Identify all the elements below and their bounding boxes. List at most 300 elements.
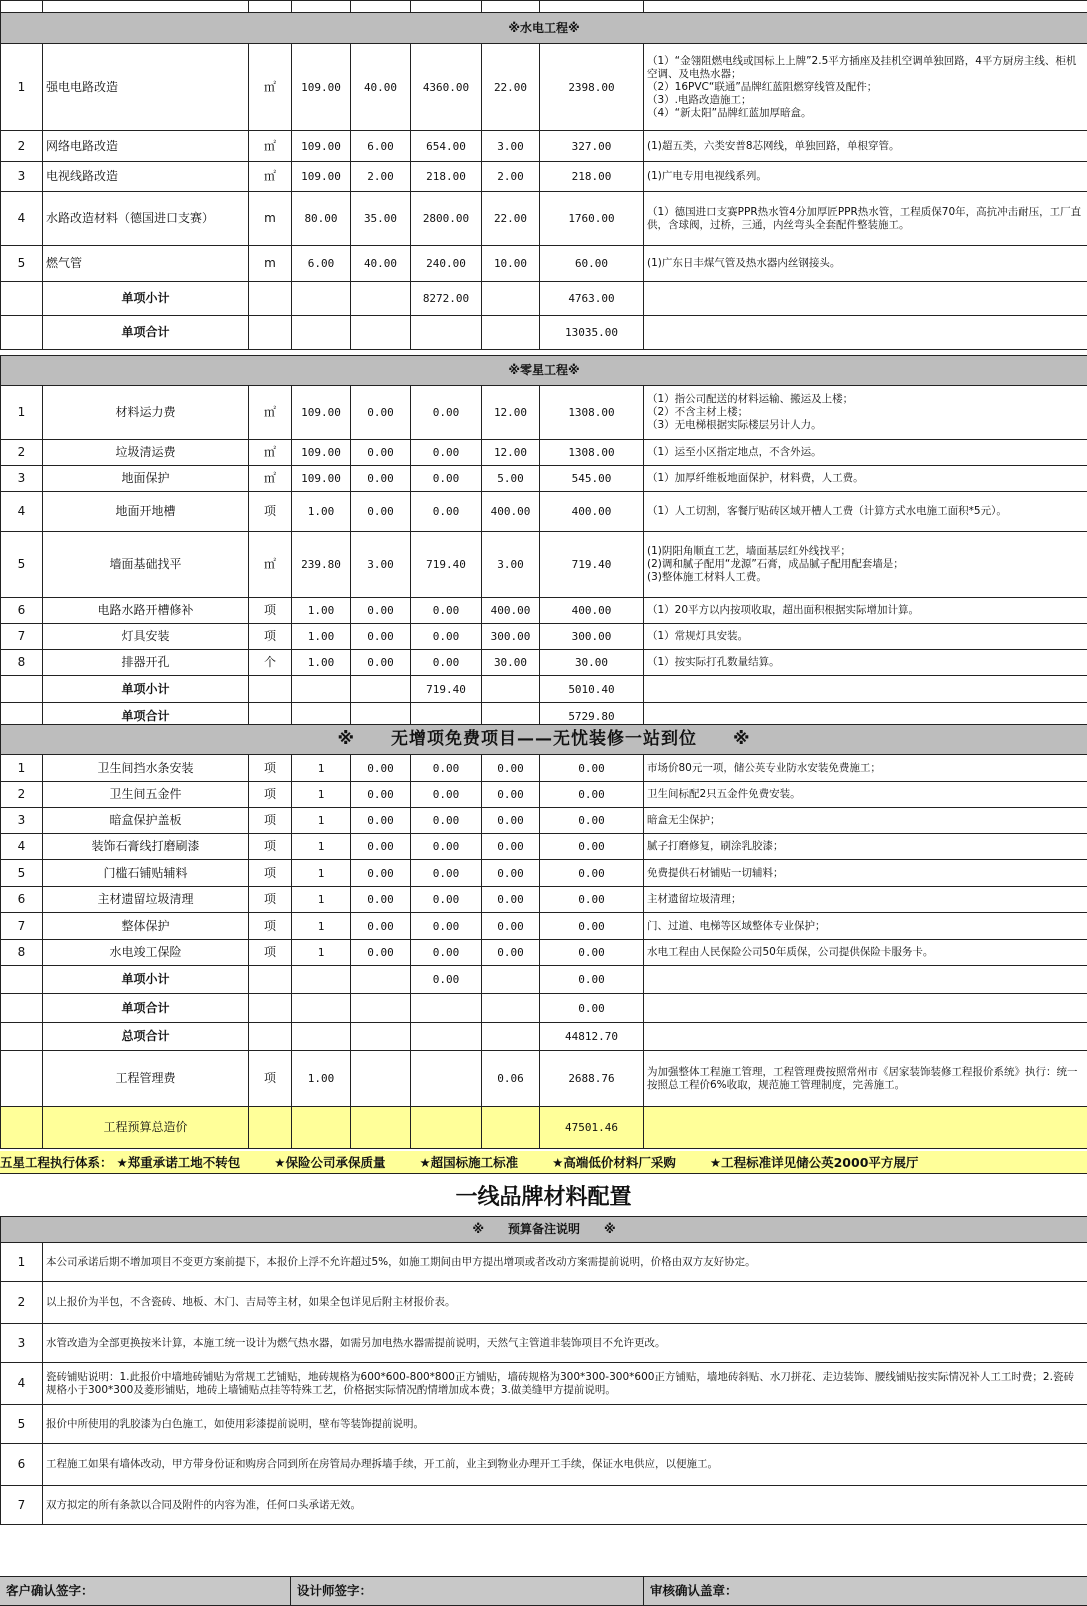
material-total: 0.00 bbox=[411, 834, 482, 860]
labor-total: 0.00 bbox=[540, 834, 644, 860]
unit: 个 bbox=[249, 650, 292, 676]
row-number: 7 bbox=[1, 624, 43, 650]
table-row bbox=[1, 650, 1087, 676]
table-row bbox=[1, 466, 1087, 492]
labor-price: 12.00 bbox=[482, 440, 540, 466]
labor-total: 218.00 bbox=[540, 162, 644, 192]
row-number: 1 bbox=[1, 386, 43, 440]
material-total: 0.00 bbox=[411, 913, 482, 940]
item-name: 水电竣工保险 bbox=[43, 940, 249, 966]
labor-price: 0.00 bbox=[482, 808, 540, 834]
material-price: 3.00 bbox=[351, 532, 411, 598]
item-description: 免费提供石材铺贴一切辅料； bbox=[644, 860, 1087, 887]
labor-price: 22.00 bbox=[482, 192, 540, 246]
total-label: 单项合计 bbox=[43, 703, 249, 730]
unit: 项 bbox=[249, 755, 292, 782]
material-price: 6.00 bbox=[351, 131, 411, 162]
empty-cell bbox=[482, 316, 540, 350]
labor-price: 0.00 bbox=[482, 913, 540, 940]
labor-total: 30.00 bbox=[540, 650, 644, 676]
material-price: 0.00 bbox=[351, 887, 411, 913]
row-number: 5 bbox=[1, 246, 43, 282]
material-price: 0.00 bbox=[351, 650, 411, 676]
item-description: 市场价80元一项，储公英专业防水安装免费施工； bbox=[644, 755, 1087, 782]
unit: ㎡ bbox=[249, 532, 292, 598]
unit: 项 bbox=[249, 860, 292, 887]
mgmt-rate: 0.06 bbox=[482, 1051, 540, 1107]
unit: ㎡ bbox=[249, 440, 292, 466]
empty-cell bbox=[292, 282, 351, 316]
material-total: 0.00 bbox=[411, 466, 482, 492]
audit-seal[interactable]: 审核确认盖章： bbox=[644, 1577, 1087, 1605]
row-number: 3 bbox=[1, 808, 43, 834]
row-number: 4 bbox=[1, 492, 43, 532]
material-price: 0.00 bbox=[351, 913, 411, 940]
final-total-label: 工程预算总造价 bbox=[43, 1107, 249, 1149]
material-price: 2.00 bbox=[351, 162, 411, 192]
unit: m bbox=[249, 246, 292, 282]
item-description: （1）按实际打孔数量结算。 bbox=[644, 650, 1087, 676]
total-value: 13035.00 bbox=[540, 316, 644, 350]
total-label: 单项合计 bbox=[43, 316, 249, 350]
unit: ㎡ bbox=[249, 466, 292, 492]
table-row bbox=[1, 131, 1087, 162]
material-price: 0.00 bbox=[351, 492, 411, 532]
row-number: 1 bbox=[1, 44, 43, 131]
empty-cell bbox=[292, 316, 351, 350]
unit: 项 bbox=[249, 834, 292, 860]
quantity: 109.00 bbox=[292, 131, 351, 162]
unit: 项 bbox=[249, 940, 292, 966]
table-row bbox=[1, 834, 1087, 860]
subtotal-label: 单项小计 bbox=[43, 282, 249, 316]
subtotal-material: 719.40 bbox=[411, 676, 482, 703]
material-total: 0.00 bbox=[411, 386, 482, 440]
labor-total: 400.00 bbox=[540, 598, 644, 624]
material-price: 35.00 bbox=[351, 192, 411, 246]
empty-cell bbox=[351, 676, 411, 703]
note-text: 双方拟定的所有条款以合同及附件的内容为准，任何口头承诺无效。 bbox=[43, 1486, 1087, 1525]
item-name: 整体保护 bbox=[43, 913, 249, 940]
subtotal-labor: 5010.40 bbox=[540, 676, 644, 703]
labor-total: 400.00 bbox=[540, 492, 644, 532]
labor-price: 300.00 bbox=[482, 624, 540, 650]
material-price: 0.00 bbox=[351, 598, 411, 624]
subtotal-labor: 0.00 bbox=[540, 966, 644, 994]
material-price: 0.00 bbox=[351, 940, 411, 966]
empty-cell bbox=[482, 676, 540, 703]
note-text: 瓷砖铺贴说明：1.此报价中墙地砖铺贴为常规工艺铺贴，地砖规格为600*600-800*800正方铺贴，墙砖规格为300*300-300*600正方铺贴，墙地砖斜贴、水刀拼花、走边装饰、腰线铺贴按实际情况补人工工时费；2.瓷砖规格小于300*300及菱形铺贴，地砖上墙铺贴点挂等特殊工艺，价格据实际情况酌情增加成本费；3.做美缝甲方提前说明。 bbox=[43, 1363, 1087, 1405]
note-number: 7 bbox=[1, 1486, 43, 1525]
unit: ㎡ bbox=[249, 131, 292, 162]
empty-cell bbox=[249, 966, 292, 994]
labor-price: 3.00 bbox=[482, 131, 540, 162]
total-value: 0.00 bbox=[540, 994, 644, 1023]
unit: 项 bbox=[249, 913, 292, 940]
note-number: 5 bbox=[1, 1405, 43, 1444]
table-row bbox=[1, 162, 1087, 192]
designer-signature[interactable]: 设计师签字： bbox=[291, 1577, 644, 1605]
note-row bbox=[1, 1363, 1087, 1405]
item-description: 卫生间标配2只五金件免费安装。 bbox=[644, 782, 1087, 808]
row-number: 6 bbox=[1, 598, 43, 624]
empty-cell bbox=[351, 316, 411, 350]
subtotal-material: 0.00 bbox=[411, 966, 482, 994]
quantity: 109.00 bbox=[292, 466, 351, 492]
item-description: （1）20平方以内按项收取，超出面积根据实际增加计算。 bbox=[644, 598, 1087, 624]
empty-cell bbox=[249, 282, 292, 316]
customer-signature[interactable]: 客户确认签字： bbox=[0, 1577, 291, 1605]
row-number: 3 bbox=[1, 466, 43, 492]
subtotal-row bbox=[1, 282, 1087, 316]
section-title: ※零星工程※ bbox=[1, 356, 1087, 386]
empty-cell bbox=[411, 316, 482, 350]
unit: 项 bbox=[249, 598, 292, 624]
item-description: 主材遗留垃圾清理； bbox=[644, 887, 1087, 913]
note-text: 本公司承诺后期不增加项目不变更方案前提下，本报价上浮不允许超过5%，如施工期间由甲方提出增项或者改动方案需提前说明，价格由双方友好协定。 bbox=[43, 1243, 1087, 1282]
table-row bbox=[1, 940, 1087, 966]
item-name: 燃气管 bbox=[43, 246, 249, 282]
grand-total-row bbox=[1, 1023, 1087, 1051]
quantity: 1.00 bbox=[292, 598, 351, 624]
item-name: 墙面基础找平 bbox=[43, 532, 249, 598]
item-description: （1）运至小区指定地点，不含外运。 bbox=[644, 440, 1087, 466]
table-row bbox=[1, 887, 1087, 913]
item-description: （1）加厚纤维板地面保护，材料费，人工费。 bbox=[644, 466, 1087, 492]
note-row bbox=[1, 1324, 1087, 1363]
row-number: 2 bbox=[1, 440, 43, 466]
table-row bbox=[1, 492, 1087, 532]
table-row bbox=[1, 598, 1087, 624]
subtotal-material: 8272.00 bbox=[411, 282, 482, 316]
labor-total: 719.40 bbox=[540, 532, 644, 598]
strip-item: ★超国标施工标准 bbox=[419, 1153, 518, 1171]
material-price: 0.00 bbox=[351, 755, 411, 782]
material-total: 4360.00 bbox=[411, 44, 482, 131]
table-row bbox=[1, 860, 1087, 887]
material-total: 719.40 bbox=[411, 532, 482, 598]
item-name: 垃圾清运费 bbox=[43, 440, 249, 466]
quantity: 80.00 bbox=[292, 192, 351, 246]
labor-total: 1760.00 bbox=[540, 192, 644, 246]
unit: ㎡ bbox=[249, 386, 292, 440]
note-text: 报价中所使用的乳胶漆为白色施工，如使用彩漆提前说明，壁布等装饰提前说明。 bbox=[43, 1405, 1087, 1444]
subtotal-row bbox=[1, 966, 1087, 994]
table-row bbox=[1, 624, 1087, 650]
material-total: 0.00 bbox=[411, 808, 482, 834]
item-description: 腻子打磨修复，刷涂乳胶漆； bbox=[644, 834, 1087, 860]
material-price: 0.00 bbox=[351, 808, 411, 834]
unit: 项 bbox=[249, 887, 292, 913]
row-number: 4 bbox=[1, 192, 43, 246]
empty-cell bbox=[644, 966, 1087, 994]
material-total: 0.00 bbox=[411, 860, 482, 887]
item-name: 主材遗留垃圾清理 bbox=[43, 887, 249, 913]
material-total: 0.00 bbox=[411, 940, 482, 966]
labor-price: 30.00 bbox=[482, 650, 540, 676]
mgmt-value: 2688.76 bbox=[540, 1051, 644, 1107]
section-plumbing-electrical bbox=[0, 12, 1087, 350]
table-row bbox=[1, 913, 1087, 940]
item-description: （1）人工切割，客餐厅贴砖区域开槽人工费（计算方式水电施工面积*5元）。 bbox=[644, 492, 1087, 532]
empty-cell bbox=[249, 994, 292, 1023]
item-name: 网络电路改造 bbox=[43, 131, 249, 162]
labor-price: 0.00 bbox=[482, 860, 540, 887]
labor-price: 2.00 bbox=[482, 162, 540, 192]
item-name: 水路改造材料（德国进口支赛） bbox=[43, 192, 249, 246]
item-name: 地面开地槽 bbox=[43, 492, 249, 532]
section-misc-works bbox=[0, 355, 1087, 730]
quantity: 1 bbox=[292, 782, 351, 808]
final-total-row bbox=[1, 1107, 1087, 1149]
empty-cell bbox=[482, 282, 540, 316]
row-number: 2 bbox=[1, 782, 43, 808]
item-name: 电路水路开槽修补 bbox=[43, 598, 249, 624]
labor-price: 0.00 bbox=[482, 834, 540, 860]
unit: 项 bbox=[249, 808, 292, 834]
note-text: 以上报价为半包，不含瓷砖、地板、木门、吉局等主材，如果全包详见后附主材报价表。 bbox=[43, 1282, 1087, 1324]
labor-price: 0.00 bbox=[482, 755, 540, 782]
material-total: 0.00 bbox=[411, 492, 482, 532]
empty-cell bbox=[1, 282, 43, 316]
row-number: 6 bbox=[1, 887, 43, 913]
empty-cell bbox=[1, 676, 43, 703]
empty-cell bbox=[644, 676, 1087, 703]
note-number: 3 bbox=[1, 1324, 43, 1363]
note-text: 水管改造为全部更换按米计算，本施工统一设计为燃气热水器，如需另加电热水器需提前说明，天然气主管道非装饰项目不允许更改。 bbox=[43, 1324, 1087, 1363]
note-row bbox=[1, 1486, 1087, 1525]
unit: m bbox=[249, 192, 292, 246]
material-price: 0.00 bbox=[351, 466, 411, 492]
empty-cell bbox=[644, 282, 1087, 316]
material-total: 240.00 bbox=[411, 246, 482, 282]
labor-total: 0.00 bbox=[540, 808, 644, 834]
labor-total: 0.00 bbox=[540, 940, 644, 966]
empty-cell bbox=[482, 994, 540, 1023]
table-row bbox=[1, 808, 1087, 834]
labor-price: 400.00 bbox=[482, 598, 540, 624]
row-number: 5 bbox=[1, 860, 43, 887]
section-free-items bbox=[0, 724, 1087, 1149]
strip-lead: 五星工程执行体系： bbox=[0, 1153, 113, 1171]
item-description: 水电工程由人民保险公司50年质保，公司提供保险卡服务卡。 bbox=[644, 940, 1087, 966]
material-price: 40.00 bbox=[351, 44, 411, 131]
empty-cell bbox=[351, 282, 411, 316]
empty-cell bbox=[1, 994, 43, 1023]
quantity: 109.00 bbox=[292, 386, 351, 440]
empty-cell bbox=[249, 316, 292, 350]
material-price: 40.00 bbox=[351, 246, 411, 282]
note-text: 工程施工如果有墙体改动，甲方带身份证和购房合同到所在房管局办理拆墙手续，开工前，业主到物业办理开工手续，保证水电供应，以便施工。 bbox=[43, 1444, 1087, 1486]
strip-item: ★郑重承诺工地不转包 bbox=[117, 1153, 241, 1171]
table-row bbox=[1, 386, 1087, 440]
note-number: 6 bbox=[1, 1444, 43, 1486]
item-description: (1)广东日丰煤气管及热水器内丝钢接头。 bbox=[644, 246, 1087, 282]
row-number: 3 bbox=[1, 162, 43, 192]
item-description: （1）常规灯具安装。 bbox=[644, 624, 1087, 650]
unit: 项 bbox=[249, 492, 292, 532]
subtotal-row bbox=[1, 676, 1087, 703]
mgmt-name: 工程管理费 bbox=[43, 1051, 249, 1107]
final-total-value: 47501.46 bbox=[540, 1107, 644, 1149]
row-number: 1 bbox=[1, 755, 43, 782]
subtotal-label: 单项小计 bbox=[43, 676, 249, 703]
quantity: 109.00 bbox=[292, 440, 351, 466]
item-description: 暗盒无尘保护； bbox=[644, 808, 1087, 834]
material-total: 0.00 bbox=[411, 887, 482, 913]
quantity: 1.00 bbox=[292, 624, 351, 650]
row-number: 7 bbox=[1, 913, 43, 940]
labor-total: 0.00 bbox=[540, 755, 644, 782]
labor-price: 10.00 bbox=[482, 246, 540, 282]
labor-price: 3.00 bbox=[482, 532, 540, 598]
section-title: ※ 无增项免费项目——无忧装修一站到位 ※ bbox=[1, 725, 1087, 755]
labor-price: 0.00 bbox=[482, 887, 540, 913]
table-row bbox=[1, 246, 1087, 282]
item-name: 地面保护 bbox=[43, 466, 249, 492]
labor-price: 0.00 bbox=[482, 782, 540, 808]
strip-item: ★高端低价材料厂采购 bbox=[552, 1153, 676, 1171]
item-description: （1）指公司配送的材料运输、搬运及上楼； （2）不含主材上楼； （3）无电梯根据实际楼层另计人力。 bbox=[644, 386, 1087, 440]
labor-total: 0.00 bbox=[540, 860, 644, 887]
item-description: （1）“金翎阻燃电线或国标上上牌”2.5平方插座及挂机空调单独回路，4平方厨房主线、柜机空调、及电热水器； （2）16PVC“联通”品牌红蓝阻燃穿线管及配件； （3）.电路改造施工； （4）“新太阳”品牌红蓝加厚暗盒。 bbox=[644, 44, 1087, 131]
table-row bbox=[1, 532, 1087, 598]
notes-title: ※ 预算备注说明 ※ bbox=[1, 1217, 1087, 1243]
subtotal-labor: 4763.00 bbox=[540, 282, 644, 316]
unit: 项 bbox=[249, 624, 292, 650]
table-row bbox=[1, 44, 1087, 131]
labor-total: 60.00 bbox=[540, 246, 644, 282]
item-name: 装饰石膏线打磨刷漆 bbox=[43, 834, 249, 860]
row-number: 2 bbox=[1, 131, 43, 162]
material-total: 0.00 bbox=[411, 598, 482, 624]
labor-total: 2398.00 bbox=[540, 44, 644, 131]
grand-total-label: 总项合计 bbox=[43, 1023, 249, 1051]
mgmt-desc: 为加强整体工程施工管理，工程管理费按照常州市《居家装饰装修工程报价系统》执行：统一按照总工程价6%收取，规范施工管理制度，完善施工。 bbox=[644, 1051, 1087, 1107]
labor-price: 5.00 bbox=[482, 466, 540, 492]
row-number: 4 bbox=[1, 834, 43, 860]
empty-cell bbox=[351, 994, 411, 1023]
note-row bbox=[1, 1405, 1087, 1444]
unit: ㎡ bbox=[249, 44, 292, 131]
quantity: 1 bbox=[292, 808, 351, 834]
material-price: 0.00 bbox=[351, 440, 411, 466]
note-row bbox=[1, 1444, 1087, 1486]
empty-cell bbox=[644, 994, 1087, 1023]
item-name: 暗盒保护盖板 bbox=[43, 808, 249, 834]
quantity: 239.80 bbox=[292, 532, 351, 598]
table-row bbox=[1, 782, 1087, 808]
labor-total: 545.00 bbox=[540, 466, 644, 492]
note-number: 4 bbox=[1, 1363, 43, 1405]
item-name: 材料运力费 bbox=[43, 386, 249, 440]
empty-cell bbox=[1, 966, 43, 994]
signature-bar bbox=[0, 1576, 1087, 1606]
item-name: 排器开孔 bbox=[43, 650, 249, 676]
labor-price: 22.00 bbox=[482, 44, 540, 131]
material-price: 0.00 bbox=[351, 860, 411, 887]
strip-item: ★工程标准详见储公英2000平方展厅 bbox=[710, 1153, 919, 1171]
item-name: 灯具安装 bbox=[43, 624, 249, 650]
item-description: （1）德国进口支赛PPR热水管4分加厚匠PPR热水管，工程质保70年，高抗冲击耐压，工厂直供，含球阀，过桥，三通，内丝弯头全套配件整装施工。 bbox=[644, 192, 1087, 246]
labor-total: 1308.00 bbox=[540, 386, 644, 440]
material-total: 0.00 bbox=[411, 650, 482, 676]
row-number: 8 bbox=[1, 650, 43, 676]
note-row bbox=[1, 1282, 1087, 1324]
material-price: 0.00 bbox=[351, 624, 411, 650]
material-total: 218.00 bbox=[411, 162, 482, 192]
management-fee-row bbox=[1, 1051, 1087, 1107]
empty-cell bbox=[249, 676, 292, 703]
note-number: 1 bbox=[1, 1243, 43, 1282]
strip-item: ★保险公司承保质量 bbox=[274, 1153, 385, 1171]
labor-price: 12.00 bbox=[482, 386, 540, 440]
empty-cell bbox=[292, 966, 351, 994]
quantity: 1 bbox=[292, 913, 351, 940]
empty-cell bbox=[411, 994, 482, 1023]
labor-price: 0.00 bbox=[482, 940, 540, 966]
labor-total: 0.00 bbox=[540, 887, 644, 913]
total-value: 5729.80 bbox=[540, 703, 644, 730]
material-total: 2800.00 bbox=[411, 192, 482, 246]
mgmt-unit: 项 bbox=[249, 1051, 292, 1107]
material-total: 0.00 bbox=[411, 782, 482, 808]
quantity: 1.00 bbox=[292, 492, 351, 532]
empty-cell bbox=[351, 966, 411, 994]
note-number: 2 bbox=[1, 1282, 43, 1324]
material-price: 0.00 bbox=[351, 386, 411, 440]
subtotal-label: 单项小计 bbox=[43, 966, 249, 994]
total-row bbox=[1, 316, 1087, 350]
table-row bbox=[1, 192, 1087, 246]
labor-total: 0.00 bbox=[540, 782, 644, 808]
labor-price: 400.00 bbox=[482, 492, 540, 532]
material-total: 0.00 bbox=[411, 755, 482, 782]
quantity: 1 bbox=[292, 940, 351, 966]
total-row bbox=[1, 994, 1087, 1023]
item-description: (1)超五类，六类安普8芯网线，单独回路，单根穿管。 bbox=[644, 131, 1087, 162]
item-name: 卫生间挡水条安装 bbox=[43, 755, 249, 782]
material-total: 0.00 bbox=[411, 440, 482, 466]
item-name: 强电电路改造 bbox=[43, 44, 249, 131]
material-price: 0.00 bbox=[351, 834, 411, 860]
item-description: (1)阴阳角顺直工艺，墙面基层红外线找平； (2)调和腻子配用“龙源”石膏，成品腻子配用配套墙是； (3)整体施工材料人工费。 bbox=[644, 532, 1087, 598]
item-name: 卫生间五金件 bbox=[43, 782, 249, 808]
quantity: 1.00 bbox=[292, 650, 351, 676]
mgmt-qty: 1.00 bbox=[292, 1051, 351, 1107]
quantity: 1 bbox=[292, 755, 351, 782]
labor-total: 1308.00 bbox=[540, 440, 644, 466]
labor-total: 327.00 bbox=[540, 131, 644, 162]
quantity: 6.00 bbox=[292, 246, 351, 282]
table-row bbox=[1, 755, 1087, 782]
section-title: ※水电工程※ bbox=[1, 13, 1087, 44]
quantity: 109.00 bbox=[292, 44, 351, 131]
quantity: 1 bbox=[292, 860, 351, 887]
quantity: 1 bbox=[292, 887, 351, 913]
empty-cell bbox=[1, 316, 43, 350]
unit: ㎡ bbox=[249, 162, 292, 192]
grand-total-value: 44812.70 bbox=[540, 1023, 644, 1051]
empty-cell bbox=[292, 676, 351, 703]
note-row bbox=[1, 1243, 1087, 1282]
material-price: 0.00 bbox=[351, 782, 411, 808]
empty-cell bbox=[292, 994, 351, 1023]
quantity: 109.00 bbox=[292, 162, 351, 192]
item-description: 门、过道、电梯等区域整体专业保护； bbox=[644, 913, 1087, 940]
budget-notes bbox=[0, 1216, 1087, 1525]
table-row bbox=[1, 440, 1087, 466]
